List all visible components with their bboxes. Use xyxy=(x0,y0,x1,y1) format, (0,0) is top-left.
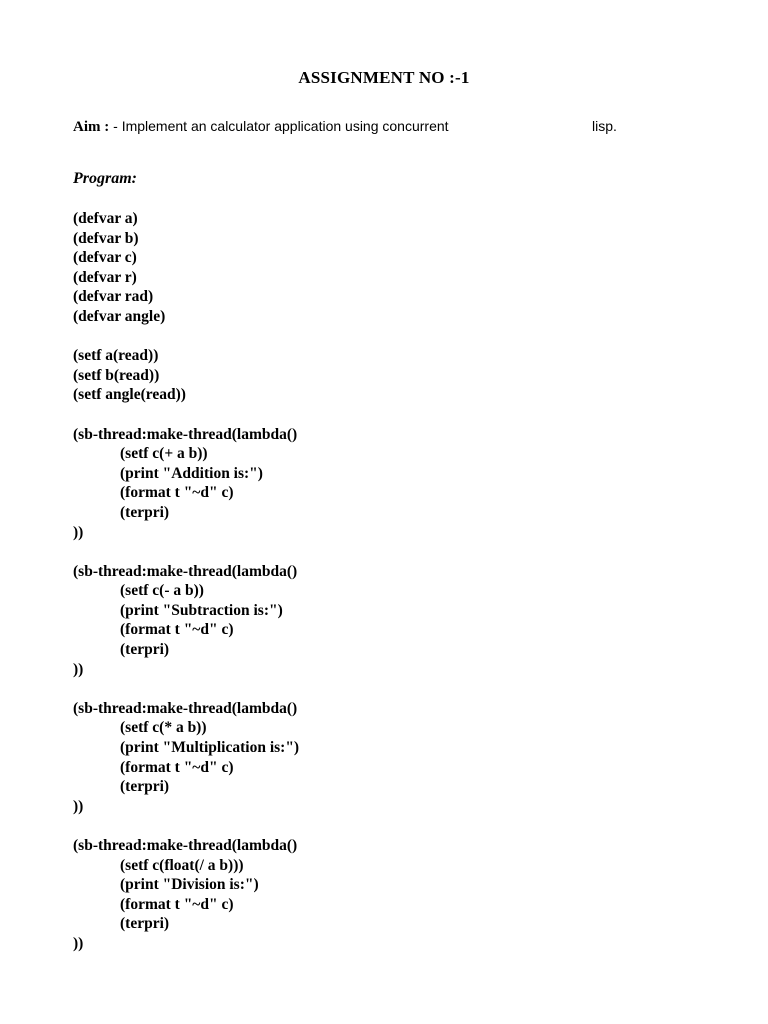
code-line: (format t "~d" c) xyxy=(120,484,234,502)
blank-line xyxy=(73,542,299,562)
code-line: (format t "~d" c) xyxy=(120,758,234,776)
blank-line xyxy=(73,327,299,347)
code-line: (defvar angle) xyxy=(73,307,166,325)
code-line: (terpri) xyxy=(120,503,170,521)
code-line: (setf c(* a b)) xyxy=(120,719,207,737)
code-line: (print "Addition is:") xyxy=(120,464,263,482)
blank-line xyxy=(73,679,299,699)
code-line: (defvar rad) xyxy=(73,288,154,306)
code-line: (defvar a) xyxy=(73,210,138,227)
code-line: (format t "~d" c) xyxy=(120,621,234,639)
code-line: (setf a(read)) xyxy=(73,347,159,365)
code-line: (terpri) xyxy=(120,641,170,659)
code-line: (terpri) xyxy=(120,915,170,933)
program-heading: Program: xyxy=(73,170,137,187)
blank-line xyxy=(73,816,299,836)
code-line: (print "Division is:") xyxy=(120,876,259,894)
code-line: (setf c(+ a b)) xyxy=(120,445,208,463)
code-line: (setf c(float(/ a b))) xyxy=(120,856,244,874)
code-line: (defvar b) xyxy=(73,229,139,247)
code-line: (terpri) xyxy=(120,778,170,796)
code-line: (print "Multiplication is:") xyxy=(120,739,300,757)
aim-statement xyxy=(73,118,617,136)
code-listing xyxy=(73,209,299,954)
code-line: (defvar r) xyxy=(73,268,137,286)
code-line: (sb-thread:make-thread(lambda() xyxy=(73,699,298,717)
code-line: (format t "~d" c) xyxy=(120,895,234,913)
code-line: (setf c(- a b)) xyxy=(120,582,204,600)
code-line: )) xyxy=(73,797,84,815)
assignment-title: ASSIGNMENT NO :-1 xyxy=(298,68,470,87)
code-line: (sb-thread:make-thread(lambda() xyxy=(73,837,298,854)
blank-line xyxy=(73,405,299,425)
code-line: (setf b(read)) xyxy=(73,366,160,384)
aim-tail: lisp. xyxy=(592,118,617,134)
code-line: (defvar c) xyxy=(73,249,137,267)
code-line: )) xyxy=(73,660,84,678)
code-line: (sb-thread:make-thread(lambda() xyxy=(73,562,298,580)
aim-text: - Implement an calculator application using concurrent xyxy=(109,118,449,134)
code-line: (print "Subtraction is:") xyxy=(120,601,283,619)
code-line: (sb-thread:make-thread(lambda() xyxy=(73,425,298,443)
code-line: )) xyxy=(73,934,84,952)
code-line: )) xyxy=(73,523,84,541)
code-line: (setf angle(read)) xyxy=(73,386,186,404)
aim-label: Aim : xyxy=(73,119,110,135)
